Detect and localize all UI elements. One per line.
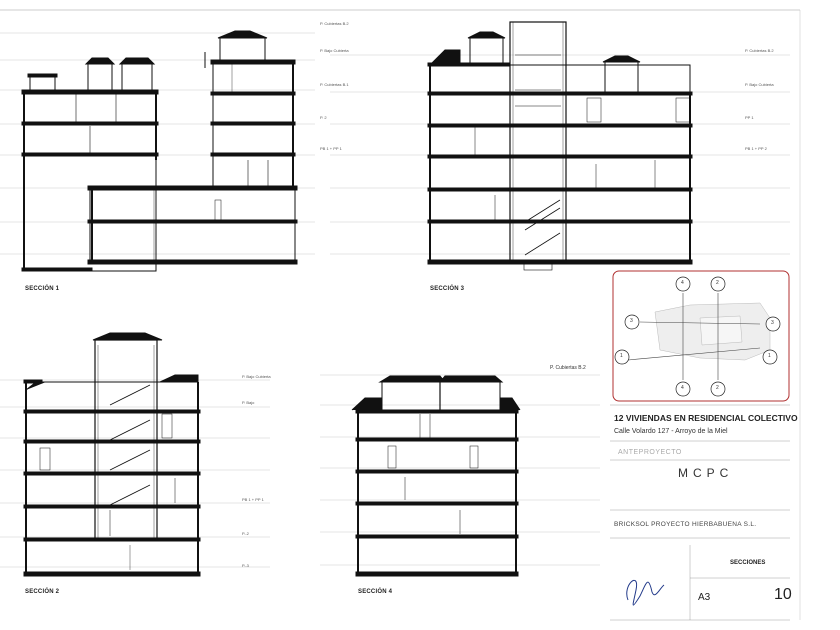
project-title: 12 VIVIENDAS EN RESIDENCIAL COLECTIVO (614, 413, 798, 423)
signature (627, 580, 664, 605)
keyplan-marker: 4 (681, 280, 684, 286)
section-label: SECCIÓN 2 (25, 589, 60, 595)
section-label: SECCIÓN 3 (430, 286, 465, 292)
firm-logo: MCPC (678, 466, 734, 480)
project-phase: ANTEPROYECTO (618, 449, 682, 456)
keyplan-marker: 4 (681, 385, 684, 391)
level-label: P.-2 (242, 531, 249, 536)
section-2-drawing (0, 333, 270, 576)
level-label: P. Bajo Cubierta (745, 82, 774, 87)
level-label: P. Cubiertas B.2 (745, 48, 774, 53)
section-1-drawing (0, 31, 315, 271)
client-name: BRICKSOL PROYECTO HIERBABUENA S.L. (614, 521, 757, 528)
drawing-title: SECCIONES (730, 560, 766, 566)
level-label: PB 1 + PP 1 (320, 146, 342, 151)
keyplan-marker: 1 (768, 353, 771, 359)
level-label: PP 1 (745, 115, 754, 120)
level-label: P. Cubiertas B.2 (550, 365, 586, 371)
paper-size: A3 (698, 592, 711, 603)
level-label: PB 1 + PP 1 (242, 497, 264, 502)
level-label: P. Bajo Cubierta (242, 374, 271, 379)
sheet-number: 10 (774, 586, 792, 603)
level-label: P. Bajo Cubierta (320, 48, 349, 53)
keyplan (613, 271, 789, 401)
keyplan-marker: 2 (716, 385, 719, 391)
level-label: P. Cubiertas B.2 (320, 21, 349, 26)
titleblock-grid (610, 405, 790, 620)
keyplan-marker: 3 (630, 318, 633, 324)
level-label: P. Cubiertas B.1 (320, 82, 349, 87)
section-4-drawing (320, 375, 600, 576)
keyplan-marker: 1 (620, 353, 623, 359)
keyplan-marker: 3 (771, 320, 774, 326)
level-label: P. Bajo (242, 400, 255, 405)
keyplan-marker: 2 (716, 280, 719, 286)
level-label: P.-3 (242, 563, 249, 568)
section-label: SECCIÓN 1 (25, 286, 60, 292)
level-label: PB 1 + PP 2 (745, 146, 767, 151)
project-address: Calle Volardo 127 - Arroyo de la Miel (614, 428, 728, 435)
level-label: P. 2 (320, 115, 327, 120)
section-label: SECCIÓN 4 (358, 589, 393, 595)
section-3-drawing (330, 22, 790, 270)
